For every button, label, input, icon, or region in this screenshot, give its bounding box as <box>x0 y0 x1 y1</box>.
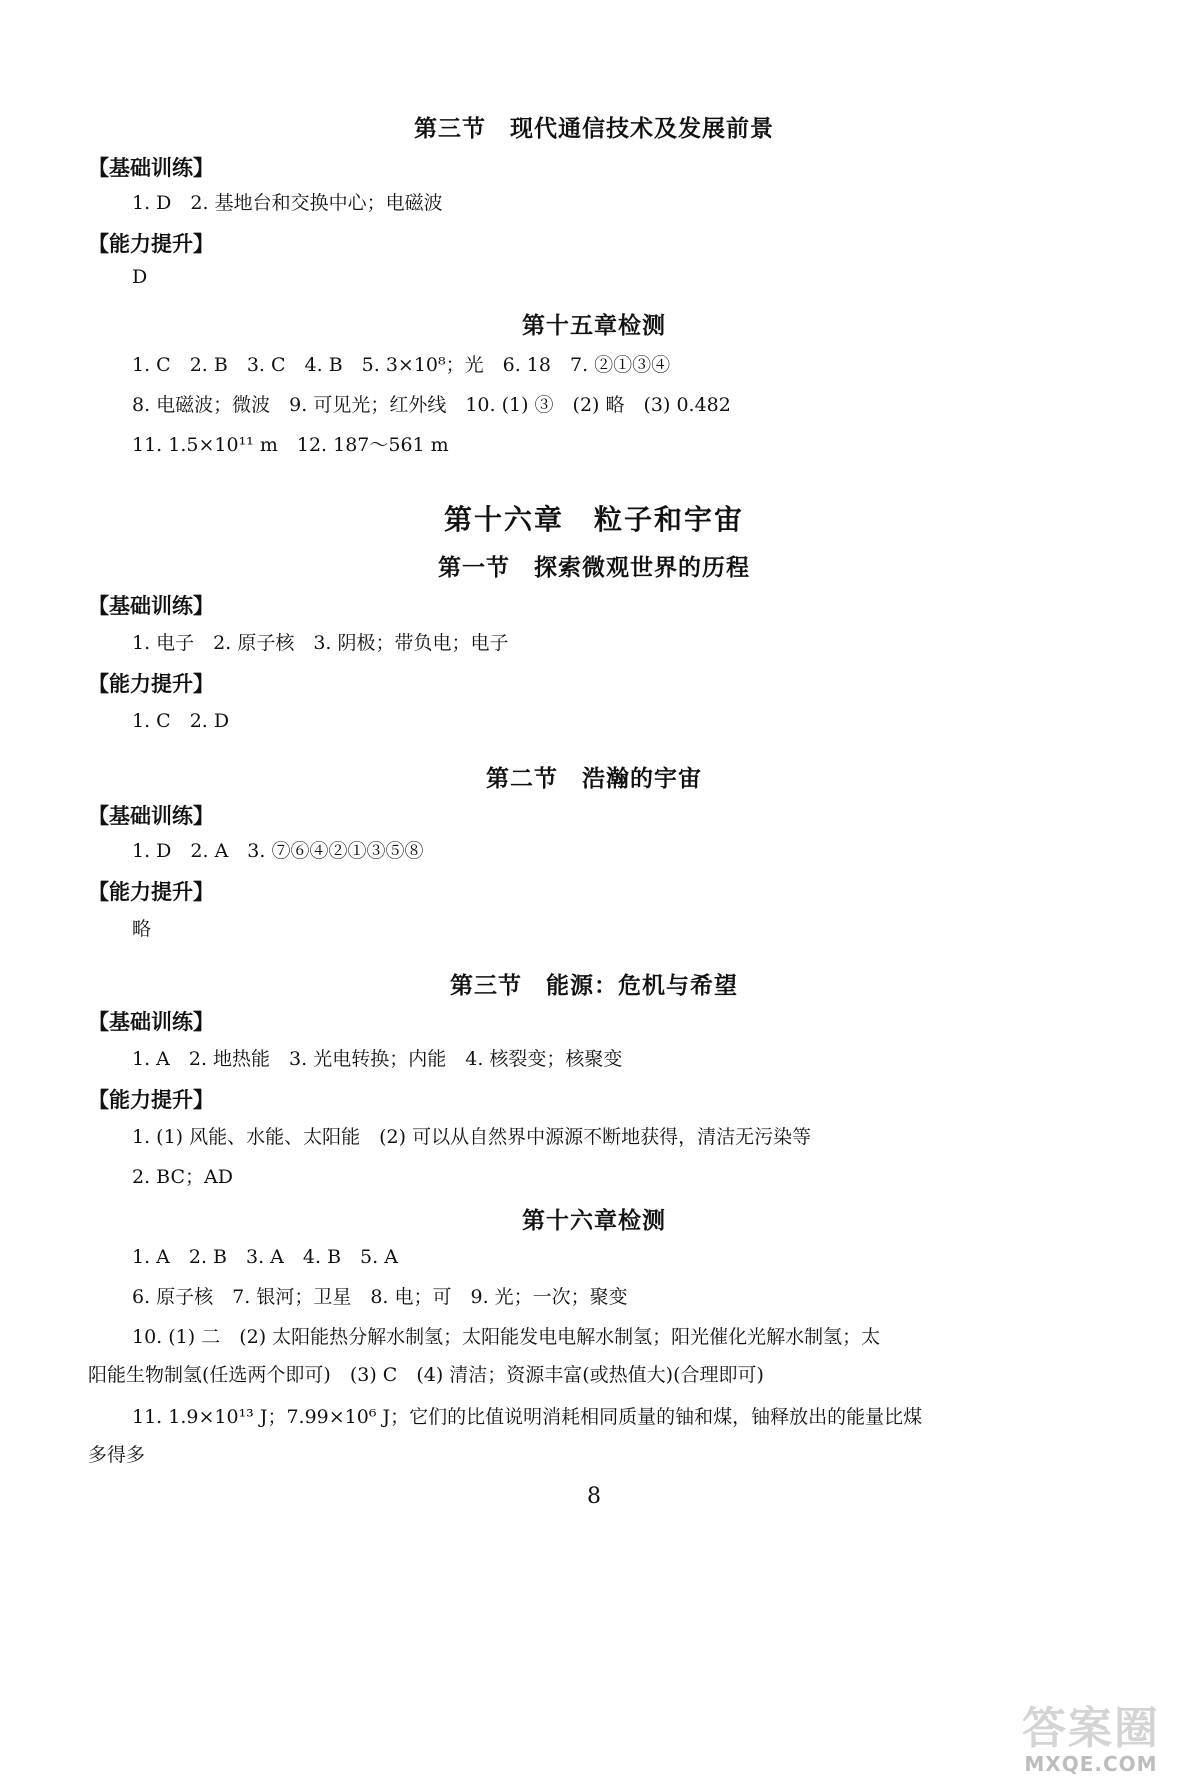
section-title: 第一节 探索微观世界的历程 <box>438 555 750 581</box>
heading-basic-training: 【基础训练】 <box>88 156 214 180</box>
answer-line: 略 <box>132 918 152 940</box>
heading-ability: 【能力提升】 <box>88 232 214 256</box>
answer-line: 10. (1) 二 (2) 太阳能热分解水制氢；太阳能发电电解水制氢；阳光催化光解水制氢；太 <box>132 1326 881 1348</box>
answer-line: 11. 1.9×10¹³ J；7.99×10⁶ J；它们的比值说明消耗相同质量的铀和煤，铀释放出的能量比煤 <box>132 1406 923 1428</box>
heading-basic-training: 【基础训练】 <box>88 1010 214 1034</box>
watermark-url: MXQE.COM <box>1024 1752 1158 1776</box>
answer-line: 1. D 2. A 3. ⑦⑥④②①③⑤⑧ <box>132 840 424 862</box>
answer-line: 1. D 2. 基地台和交换中心；电磁波 <box>132 192 443 214</box>
answer-line: 1. 电子 2. 原子核 3. 阴极；带负电；电子 <box>132 632 509 654</box>
answer-line-continued: 多得多 <box>88 1444 146 1466</box>
section-title: 第三节 能源：危机与希望 <box>450 973 738 999</box>
answer-line: 2. BC；AD <box>132 1166 233 1188</box>
answer-line: 1. (1) 风能、水能、太阳能 (2) 可以从自然界中源源不断地获得，清洁无污染等 <box>132 1126 812 1148</box>
answer-line: 6. 原子核 7. 银河；卫星 8. 电；可 9. 光；一次；聚变 <box>132 1286 628 1308</box>
heading-ability: 【能力提升】 <box>88 672 214 696</box>
answer-line: 8. 电磁波；微波 9. 可见光；红外线 10. (1) ③ (2) 略 (3) 0.482 <box>132 394 731 416</box>
heading-ability: 【能力提升】 <box>88 880 214 904</box>
answer-line: D <box>132 266 148 288</box>
heading-ability: 【能力提升】 <box>88 1088 214 1112</box>
chapter-title: 第十六章 粒子和宇宙 <box>443 503 744 536</box>
section-title: 第十六章检测 <box>522 1208 666 1234</box>
page-number: 8 <box>587 1484 601 1509</box>
answer-line: 1. C 2. B 3. C 4. B 5. 3×10⁸；光 6. 18 7. ②①③④ <box>132 354 671 376</box>
answer-line: 1. C 2. D <box>132 710 230 732</box>
section-title: 第二节 浩瀚的宇宙 <box>486 766 702 792</box>
watermark-main: 答案圈 <box>1022 1703 1160 1754</box>
answer-line-continued: 阳能生物制氢(任选两个即可) (3) C (4) 清洁；资源丰富(或热值大)(合理即可) <box>88 1364 764 1386</box>
section-title: 第十五章检测 <box>522 313 666 339</box>
heading-basic-training: 【基础训练】 <box>88 594 214 618</box>
answer-line: 1. A 2. 地热能 3. 光电转换；内能 4. 核裂变；核聚变 <box>132 1048 623 1070</box>
heading-basic-training: 【基础训练】 <box>88 804 214 828</box>
answer-line: 11. 1.5×10¹¹ m 12. 187～561 m <box>132 434 449 456</box>
answer-line: 1. A 2. B 3. A 4. B 5. A <box>132 1246 398 1268</box>
section-title: 第三节 现代通信技术及发展前景 <box>414 116 774 142</box>
watermark-logo <box>1022 1703 1160 1776</box>
